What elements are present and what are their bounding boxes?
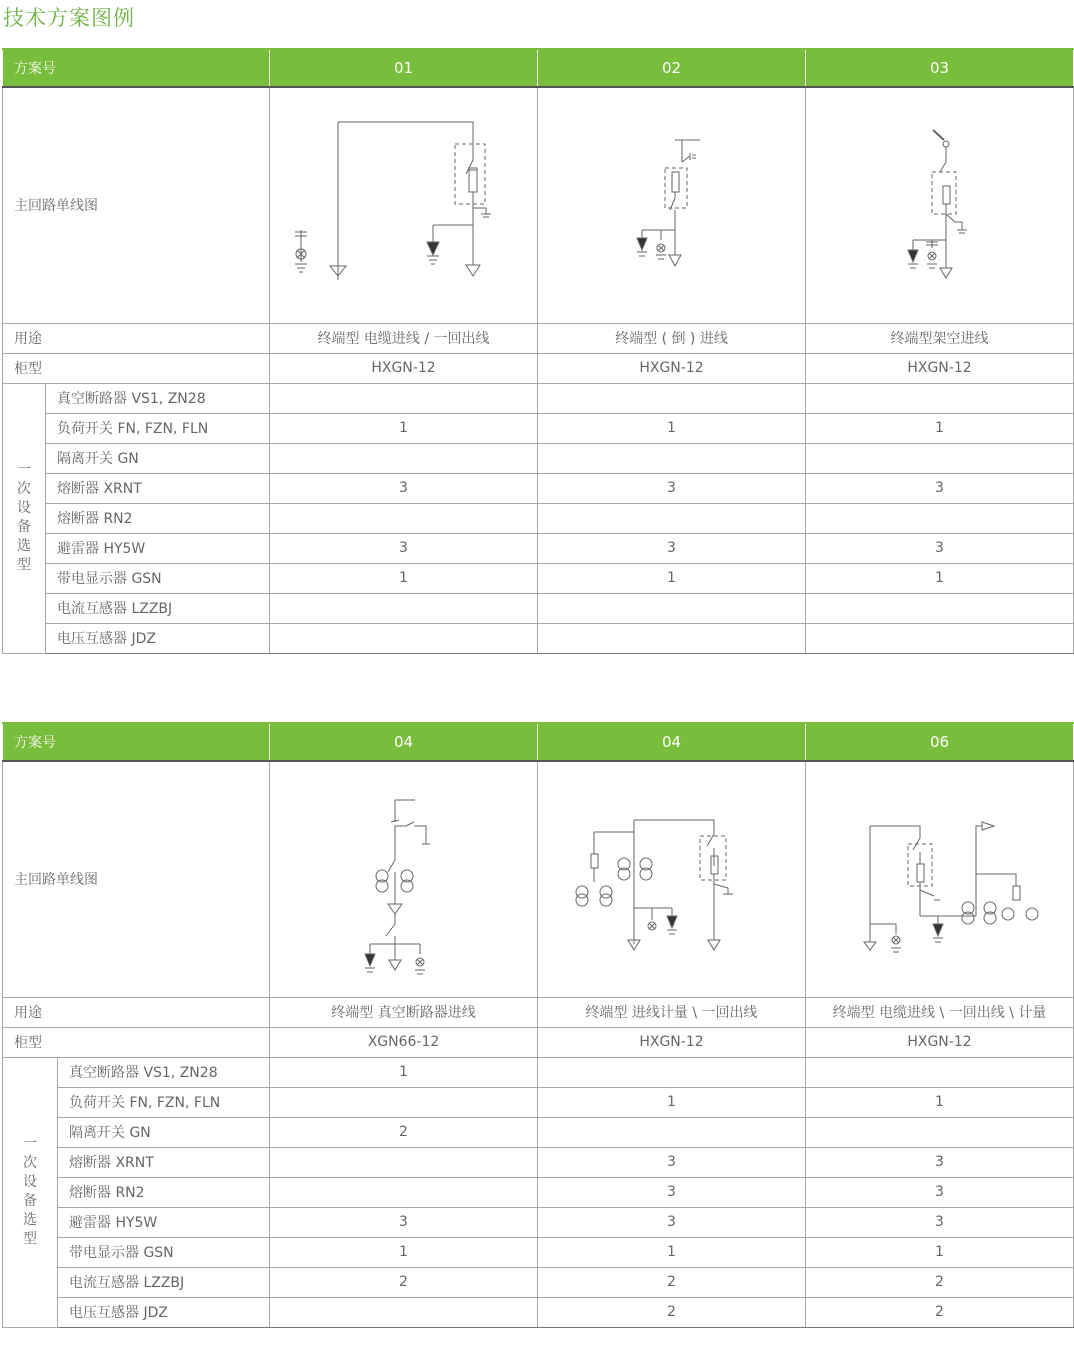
equipment-count: 3: [270, 1207, 538, 1237]
page-title: 技术方案图例: [3, 6, 135, 30]
equipment-count: [538, 1057, 806, 1087]
equipment-count: [806, 593, 1074, 623]
single-line-diagram: [810, 764, 1070, 994]
equipment-row: [3, 533, 1074, 563]
equipment-count: [538, 593, 806, 623]
scheme-number: 04: [270, 723, 538, 761]
equipment-row: [3, 1147, 1074, 1177]
equipment-count: [270, 1297, 538, 1327]
single-line-diagram: [542, 764, 802, 994]
header-label: 方案号: [3, 723, 270, 761]
equipment-count: 2: [538, 1297, 806, 1327]
equipment-name: 带电显示器 GSN: [58, 1237, 270, 1267]
equipment-count: 1: [538, 1237, 806, 1267]
equipment-name: 电流互感器 LZZBJ: [58, 1267, 270, 1297]
equipment-name: 避雷器 HY5W: [58, 1207, 270, 1237]
equipment-row: [3, 1267, 1074, 1297]
diagram-cell: [538, 761, 806, 997]
cabinet-value: HXGN-12: [806, 353, 1074, 383]
diagram-cell: [270, 87, 538, 323]
equipment-count: 2: [806, 1297, 1074, 1327]
usage-label: 用途: [3, 323, 270, 353]
equipment-count: 3: [270, 473, 538, 503]
equipment-count: [538, 383, 806, 413]
equipment-row: [3, 1117, 1074, 1147]
equipment-count: 3: [538, 533, 806, 563]
equipment-row: [3, 383, 1074, 413]
equipment-count: 3: [806, 1177, 1074, 1207]
equipment-count: [270, 623, 538, 653]
scheme-number: 02: [538, 49, 806, 87]
equipment-count: [806, 443, 1074, 473]
equipment-name: 带电显示器 GSN: [46, 563, 270, 593]
equipment-count: [270, 1087, 538, 1117]
equipment-row: [3, 443, 1074, 473]
equipment-count: [538, 623, 806, 653]
cabinet-value: XGN66-12: [270, 1027, 538, 1057]
cabinet-label: 柜型: [3, 353, 270, 383]
equipment-count: 2: [270, 1117, 538, 1147]
equipment-count: 3: [538, 1147, 806, 1177]
scheme-number: 06: [806, 723, 1074, 761]
usage-value: 终端型 ( 倒 ) 进线: [538, 323, 806, 353]
equipment-count: 3: [538, 1177, 806, 1207]
equipment-count: [270, 1177, 538, 1207]
equipment-name: 电流互感器 LZZBJ: [46, 593, 270, 623]
equipment-count: 1: [538, 1087, 806, 1117]
equipment-name: 负荷开关 FN, FZN, FLN: [58, 1087, 270, 1117]
equipment-count: 3: [806, 1207, 1074, 1237]
equipment-count: 1: [538, 413, 806, 443]
equipment-count: [538, 1117, 806, 1147]
equipment-count: 2: [538, 1267, 806, 1297]
usage-value: 终端型架空进线: [806, 323, 1074, 353]
equipment-row: [3, 413, 1074, 443]
group-label: 一 次 设 备 选 型: [3, 1057, 58, 1327]
usage-row: [3, 323, 1074, 353]
single-line-diagram: [274, 764, 534, 994]
scheme-table-1: [2, 48, 1074, 654]
cabinet-label: 柜型: [3, 1027, 270, 1057]
equipment-count: [270, 593, 538, 623]
equipment-name: 隔离开关 GN: [58, 1117, 270, 1147]
diagram-label: 主回路单线图: [3, 761, 270, 997]
equipment-count: [270, 1147, 538, 1177]
equipment-row: [3, 1297, 1074, 1327]
single-line-diagram: [274, 90, 534, 320]
diagram-row: [3, 87, 1074, 323]
scheme-number: 01: [270, 49, 538, 87]
equipment-name: 电压互感器 JDZ: [58, 1297, 270, 1327]
equipment-count: [270, 383, 538, 413]
equipment-count: [538, 443, 806, 473]
diagram-cell: [270, 761, 538, 997]
equipment-count: 3: [538, 1207, 806, 1237]
scheme-number: 04: [538, 723, 806, 761]
usage-value: 终端型 进线计量 \ 一回出线: [538, 997, 806, 1027]
equipment-row: [3, 473, 1074, 503]
equipment-count: 1: [270, 1057, 538, 1087]
equipment-name: 避雷器 HY5W: [46, 533, 270, 563]
equipment-name: 隔离开关 GN: [46, 443, 270, 473]
equipment-name: 真空断路器 VS1, ZN28: [58, 1057, 270, 1087]
equipment-count: [806, 1057, 1074, 1087]
header-row: [3, 723, 1074, 761]
equipment-count: [270, 503, 538, 533]
equipment-row: [3, 1237, 1074, 1267]
equipment-row: [3, 1057, 1074, 1087]
cabinet-value: HXGN-12: [270, 353, 538, 383]
single-line-diagram: [810, 90, 1070, 320]
equipment-row: [3, 1177, 1074, 1207]
equipment-count: 1: [806, 1087, 1074, 1117]
cabinet-row: [3, 1027, 1074, 1057]
equipment-name: 电压互感器 JDZ: [46, 623, 270, 653]
diagram-cell: [806, 87, 1074, 323]
equipment-row: [3, 503, 1074, 533]
diagram-row: [3, 761, 1074, 997]
equipment-count: 3: [806, 473, 1074, 503]
equipment-name: 熔断器 RN2: [46, 503, 270, 533]
header-row: [3, 49, 1074, 87]
cabinet-value: HXGN-12: [538, 353, 806, 383]
scheme-number: 03: [806, 49, 1074, 87]
equipment-name: 熔断器 XRNT: [58, 1147, 270, 1177]
usage-value: 终端型 电缆进线 \ 一回出线 \ 计量: [806, 997, 1074, 1027]
cabinet-value: HXGN-12: [806, 1027, 1074, 1057]
equipment-name: 真空断路器 VS1, ZN28: [46, 383, 270, 413]
equipment-count: [806, 383, 1074, 413]
equipment-count: 3: [538, 473, 806, 503]
diagram-label: 主回路单线图: [3, 87, 270, 323]
equipment-name: 熔断器 RN2: [58, 1177, 270, 1207]
equipment-count: 1: [806, 413, 1074, 443]
equipment-row: [3, 593, 1074, 623]
usage-value: 终端型 电缆进线 / 一回出线: [270, 323, 538, 353]
equipment-count: [270, 443, 538, 473]
cabinet-row: [3, 353, 1074, 383]
single-line-diagram: [542, 90, 802, 320]
equipment-row: [3, 623, 1074, 653]
equipment-count: 3: [806, 1147, 1074, 1177]
diagram-cell: [538, 87, 806, 323]
cabinet-value: HXGN-12: [538, 1027, 806, 1057]
usage-value: 终端型 真空断路器进线: [270, 997, 538, 1027]
equipment-count: [806, 623, 1074, 653]
equipment-count: 2: [806, 1267, 1074, 1297]
equipment-count: 3: [806, 533, 1074, 563]
usage-label: 用途: [3, 997, 270, 1027]
header-label: 方案号: [3, 49, 270, 87]
equipment-row: [3, 1087, 1074, 1117]
equipment-count: [806, 503, 1074, 533]
equipment-count: 3: [270, 533, 538, 563]
equipment-count: 1: [538, 563, 806, 593]
equipment-row: [3, 1207, 1074, 1237]
equipment-count: 2: [270, 1267, 538, 1297]
equipment-count: 1: [806, 1237, 1074, 1267]
equipment-name: 熔断器 XRNT: [46, 473, 270, 503]
group-label: 一 次 设 备 选 型: [3, 383, 46, 653]
equipment-row: [3, 563, 1074, 593]
equipment-count: [806, 1117, 1074, 1147]
equipment-count: 1: [270, 413, 538, 443]
equipment-name: 负荷开关 FN, FZN, FLN: [46, 413, 270, 443]
equipment-count: 1: [270, 1237, 538, 1267]
scheme-table-2: [2, 722, 1074, 1328]
diagram-cell: [806, 761, 1074, 997]
equipment-count: [538, 503, 806, 533]
equipment-count: 1: [806, 563, 1074, 593]
usage-row: [3, 997, 1074, 1027]
equipment-count: 1: [270, 563, 538, 593]
